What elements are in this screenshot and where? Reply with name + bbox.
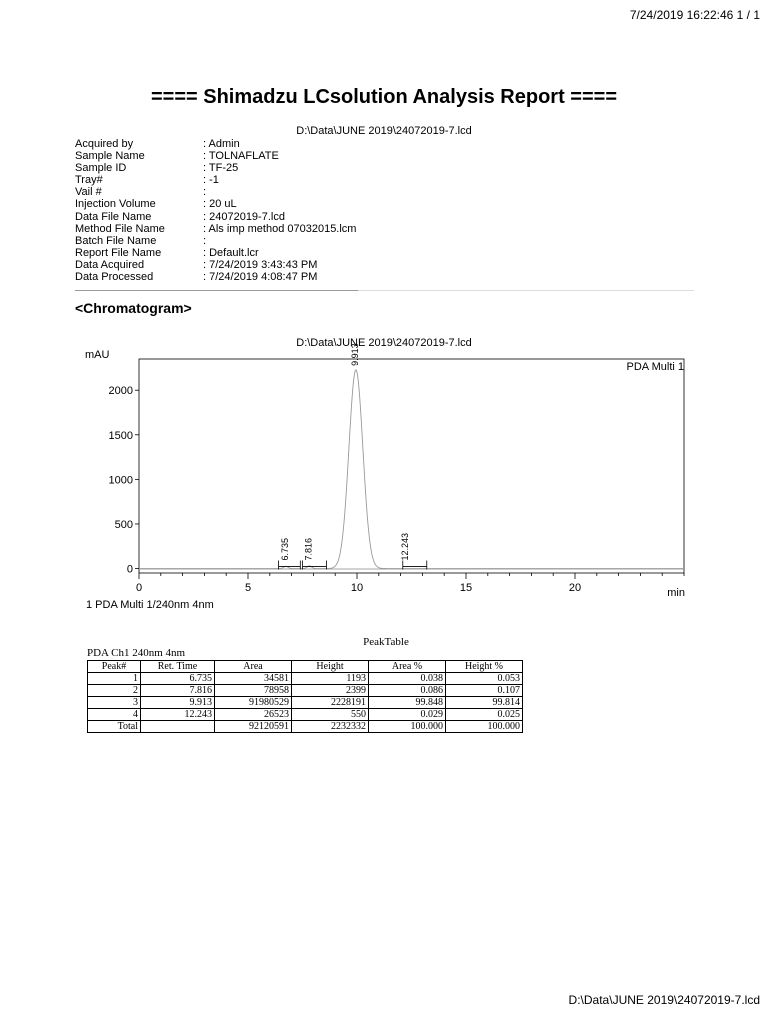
peak-label: 6.735 bbox=[279, 538, 290, 561]
table-cell: 9.913 bbox=[141, 697, 215, 709]
chromatogram-chart bbox=[70, 330, 700, 598]
table-row bbox=[88, 709, 523, 721]
peak-table-title: PeakTable bbox=[363, 636, 409, 648]
x-tick-label: 15 bbox=[459, 582, 473, 594]
chart-title: D:\Data\JUNE 2019\24072019-7.lcd bbox=[296, 337, 472, 349]
table-row bbox=[88, 697, 523, 709]
section-divider bbox=[75, 290, 358, 291]
info-label: Data File Name bbox=[75, 210, 152, 223]
x-tick-label: 0 bbox=[135, 582, 143, 594]
info-value: : -1 bbox=[203, 174, 219, 187]
table-cell: 4 bbox=[88, 709, 141, 721]
x-tick-label: 10 bbox=[350, 582, 364, 594]
col-header: Peak# bbox=[88, 661, 141, 673]
y-tick-label: 1000 bbox=[108, 474, 133, 487]
plot-frame bbox=[139, 359, 684, 573]
table-cell: 7.816 bbox=[141, 685, 215, 697]
info-label: Vail # bbox=[75, 186, 102, 199]
table-cell: 2 bbox=[88, 685, 141, 697]
sample-info bbox=[75, 138, 356, 283]
info-value: : Admin bbox=[203, 138, 240, 150]
table-cell: 3 bbox=[88, 697, 141, 709]
col-header: Height % bbox=[446, 661, 523, 673]
info-label: Data Acquired bbox=[75, 258, 145, 271]
info-value: : TF-25 bbox=[203, 162, 239, 175]
col-header: Ret. Time bbox=[141, 661, 215, 673]
table-cell: 100.000 bbox=[369, 721, 446, 733]
info-label: Report File Name bbox=[75, 246, 162, 259]
x-tick-label: 5 bbox=[244, 582, 252, 594]
info-label: Batch File Name bbox=[75, 234, 157, 247]
table-cell: 34581 bbox=[215, 673, 292, 685]
info-row bbox=[75, 271, 356, 283]
info-value: : TOLNAFLATE bbox=[203, 150, 279, 163]
table-cell: 2232332 bbox=[292, 721, 369, 733]
info-row bbox=[75, 247, 356, 259]
table-row bbox=[88, 685, 523, 697]
info-value: : 7/24/2019 3:43:43 PM bbox=[203, 258, 318, 271]
table-cell: 0.025 bbox=[446, 709, 523, 721]
x-axis-label: min bbox=[667, 587, 685, 598]
peak-table bbox=[87, 660, 523, 733]
info-row bbox=[75, 174, 356, 186]
info-row bbox=[75, 259, 356, 271]
info-label: Sample Name bbox=[75, 150, 145, 163]
report-file-path: D:\Data\JUNE 2019\24072019-7.lcd bbox=[296, 125, 472, 137]
table-cell: 6.735 bbox=[141, 673, 215, 685]
peak-label: 12.243 bbox=[399, 533, 410, 561]
peak-label: 9.913 bbox=[350, 343, 361, 366]
info-label: Acquired by bbox=[75, 138, 134, 150]
info-value: : bbox=[203, 234, 207, 247]
table-cell: 26523 bbox=[215, 709, 292, 721]
info-row bbox=[75, 223, 356, 235]
chart-legend: PDA Multi 1 bbox=[626, 361, 684, 373]
print-timestamp: 7/24/2019 16:22:46 1 / 1 bbox=[629, 8, 760, 22]
y-tick-label: 0 bbox=[126, 563, 133, 576]
table-cell: 1 bbox=[88, 673, 141, 685]
x-tick-label: 20 bbox=[568, 582, 582, 594]
y-axis-label: mAU bbox=[85, 349, 110, 361]
table-cell: 0.029 bbox=[369, 709, 446, 721]
info-value: : 7/24/2019 4:08:47 PM bbox=[203, 271, 318, 284]
info-row bbox=[75, 198, 356, 210]
info-value: : Default.lcr bbox=[203, 246, 259, 259]
peak-table-subtitle: PDA Ch1 240nm 4nm bbox=[87, 647, 186, 659]
table-cell: 0.107 bbox=[446, 685, 523, 697]
info-row bbox=[75, 150, 356, 162]
info-label: Injection Volume bbox=[75, 198, 156, 211]
table-cell: 78958 bbox=[215, 685, 292, 697]
table-cell: 100.000 bbox=[446, 721, 523, 733]
y-tick-label: 1500 bbox=[108, 429, 133, 442]
info-label: Sample ID bbox=[75, 162, 127, 175]
peak-table-header bbox=[88, 661, 523, 673]
table-cell: 92120591 bbox=[215, 721, 292, 733]
y-tick-label: 500 bbox=[114, 518, 133, 531]
table-cell: 1193 bbox=[292, 673, 369, 685]
table-cell: 2399 bbox=[292, 685, 369, 697]
table-cell: 99.814 bbox=[446, 697, 523, 709]
table-cell: 550 bbox=[292, 709, 369, 721]
col-header: Area % bbox=[369, 661, 446, 673]
section-divider-light bbox=[358, 290, 694, 291]
info-row bbox=[75, 138, 356, 150]
report-title: ==== Shimadzu LCsolution Analysis Report ==== bbox=[150, 86, 618, 108]
info-label: Data Processed bbox=[75, 271, 154, 284]
chromatogram-heading: <Chromatogram> bbox=[75, 300, 192, 316]
table-cell: 0.038 bbox=[369, 673, 446, 685]
info-label: Tray# bbox=[75, 174, 103, 187]
table-cell bbox=[141, 721, 215, 733]
table-cell: 0.053 bbox=[446, 673, 523, 685]
table-total-row bbox=[88, 721, 523, 733]
peak-label: 7.816 bbox=[303, 538, 314, 561]
info-row bbox=[75, 235, 356, 247]
info-row bbox=[75, 186, 356, 198]
table-cell: 91980529 bbox=[215, 697, 292, 709]
info-value: : 20 uL bbox=[203, 198, 237, 211]
peak-marker bbox=[303, 538, 327, 570]
table-cell: 12.243 bbox=[141, 709, 215, 721]
channel-description: 1 PDA Multi 1/240nm 4nm bbox=[86, 599, 214, 611]
table-cell: 2228191 bbox=[292, 697, 369, 709]
chromatogram-trace bbox=[139, 370, 684, 569]
info-label: Method File Name bbox=[75, 222, 165, 235]
table-cell: Total bbox=[88, 721, 141, 733]
peak-marker bbox=[279, 538, 301, 570]
footer-file-path: D:\Data\JUNE 2019\24072019-7.lcd bbox=[568, 993, 760, 1007]
info-row bbox=[75, 211, 356, 223]
y-tick-label: 2000 bbox=[108, 385, 133, 398]
info-value: : bbox=[203, 186, 207, 199]
peak-marker bbox=[400, 533, 427, 570]
info-value: : 24072019-7.lcd bbox=[203, 210, 285, 223]
col-header: Height bbox=[292, 661, 369, 673]
col-header: Area bbox=[215, 661, 292, 673]
peak-marker bbox=[350, 343, 360, 366]
info-row bbox=[75, 162, 356, 174]
table-cell: 0.086 bbox=[369, 685, 446, 697]
table-row bbox=[88, 673, 523, 685]
info-value: : Als imp method 07032015.lcm bbox=[203, 222, 357, 235]
table-cell: 99.848 bbox=[369, 697, 446, 709]
